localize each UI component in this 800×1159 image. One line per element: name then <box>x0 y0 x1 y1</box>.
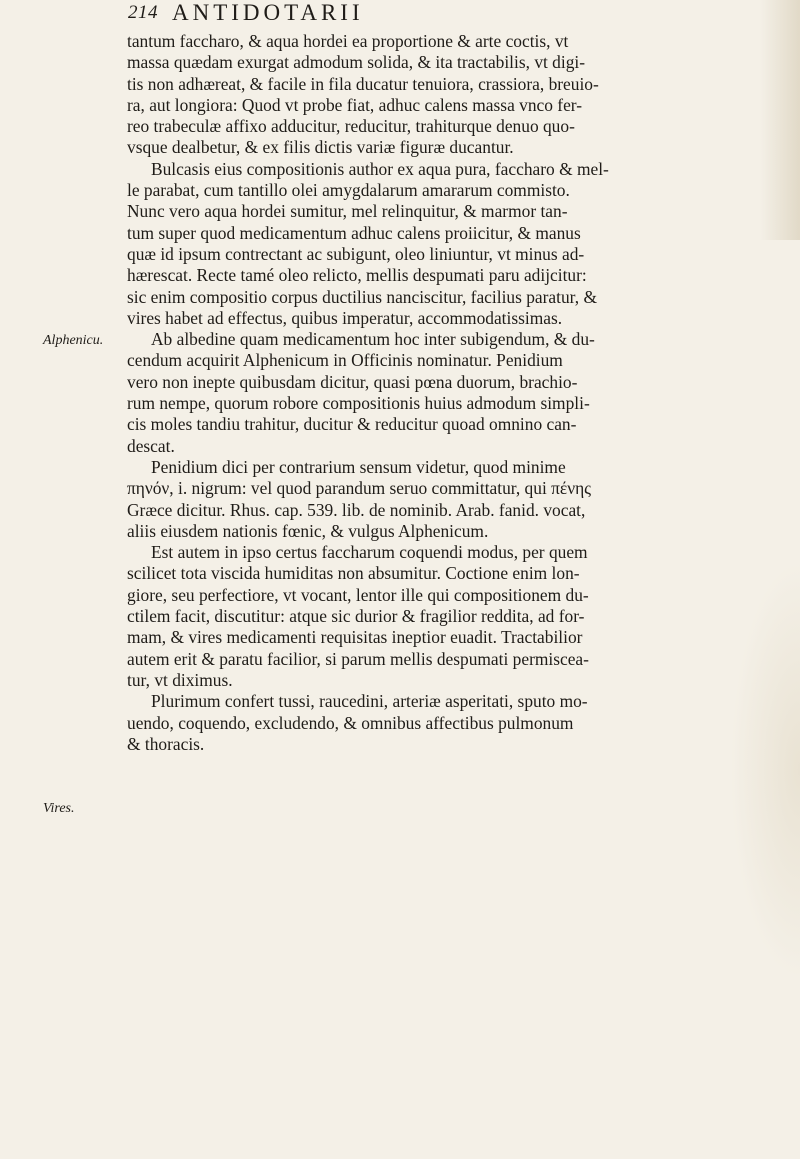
text-line: scilicet tota viscida humiditas non absumitur. Coctione enim lon- <box>127 563 580 584</box>
text-line: mam, & vires medicamenti requisitas ineptior euadit. Tractabilior <box>127 627 583 648</box>
text-line: giore, seu perfectiore, vt vocant, lentor ille qui compositionem du- <box>127 584 589 605</box>
text-line: le parabat, cum tantillo olei amygdalarum amararum commisto. <box>127 180 570 201</box>
text-line: Est autem in ipso certus faccharum coquendi modus, per quem <box>151 542 588 563</box>
text-line: sic enim compositio corpus ductilius nanciscitur, facilius paratur, & <box>127 286 597 307</box>
text-line: uendo, coquendo, excludendo, & omnibus affectibus pulmonum <box>127 712 574 733</box>
text-line: quæ id ipsum contrectant ac subigunt, oleo liniuntur, vt minus ad- <box>127 243 585 264</box>
text-line: Ab albedine quam medicamentum hoc inter subigendum, & du- <box>151 329 595 350</box>
text-line: & thoracis. <box>127 733 205 754</box>
running-head: ANTIDOTARII <box>172 0 364 25</box>
text-line: vires habet ad effectus, quibus imperatur, accommodatissimas. <box>127 307 563 328</box>
text-line: descat. <box>127 435 175 456</box>
text-line: Plurimum confert tussi, raucedini, arteriæ asperitati, sputo mo- <box>151 691 588 712</box>
text-line: ra, aut longiora: Quod vt probe fiat, adhuc calens massa vnco fer- <box>127 94 583 115</box>
text-line: tum super quod medicamentum adhuc calens proiicitur, & manus <box>127 222 581 243</box>
text-line: reo trabeculæ affixo adducitur, reducitur, trahiturque denuo quo- <box>127 116 575 137</box>
text-line: vsque dealbetur, & ex filis dictis variæ figuræ ducantur. <box>127 137 514 158</box>
text-line: tantum faccharo, & aqua hordei ea proportione & arte coctis, vt <box>127 31 569 51</box>
text-line: cendum acquirit Alphenicum in Officinis nominatur. Penidium <box>127 350 563 371</box>
text-line: πηνόν, i. nigrum: vel quod parandum seruo committatur, qui πένης <box>127 478 592 499</box>
main-text <box>127 31 687 755</box>
text-line: hærescat. Recte tamé oleo relicto, mellis despumati paru adijcitur: <box>127 265 587 286</box>
text-line: tis non adhæreat, & facile in fila ducatur tenuiora, crassiora, breuio- <box>127 73 599 94</box>
text-line: autem erit & paratu facilior, si parum mellis despumati permiscea- <box>127 648 589 669</box>
paper-stain-right-edge <box>730 560 800 980</box>
text-line: cis moles tandiu trahitur, ducitur & reducitur quoad omnino can- <box>127 414 577 435</box>
text-line: ctilem facit, discutitur: atque sic durior & fragilior reddita, ad for- <box>127 606 585 627</box>
page-header <box>128 2 688 34</box>
text-line: Penidium dici per contrarium sensum videtur, quod minime <box>151 456 566 477</box>
paper-stain-top-right <box>760 0 800 240</box>
text-line: massa quædam exurgat admodum solida, & ita tractabilis, vt digi- <box>127 52 586 73</box>
text-line: tur, vt diximus. <box>127 669 233 690</box>
text-line: Græce dicitur. Rhus. cap. 539. lib. de nominib. Arab. fanid. vocat, <box>127 499 586 520</box>
text-line: Bulcasis eius compositionis author ex aqua pura, faccharo & mel- <box>151 158 609 179</box>
text-line: rum nempe, quorum robore compositionis huius admodum simpli- <box>127 393 590 414</box>
page-number: 214 <box>128 2 158 23</box>
text-line: Nunc vero aqua hordei sumitur, mel relinquitur, & marmor tan- <box>127 201 568 222</box>
margin-note-alphenicum: Alphenicu. <box>43 333 104 348</box>
text-line: aliis eiusdem nationis fœnic, & vulgus Alphenicum. <box>127 520 489 541</box>
margin-note-vires: Vires. <box>43 801 75 816</box>
text-line: vero non inepte quibusdam dicitur, quasi pœna duorum, brachio- <box>127 371 578 392</box>
